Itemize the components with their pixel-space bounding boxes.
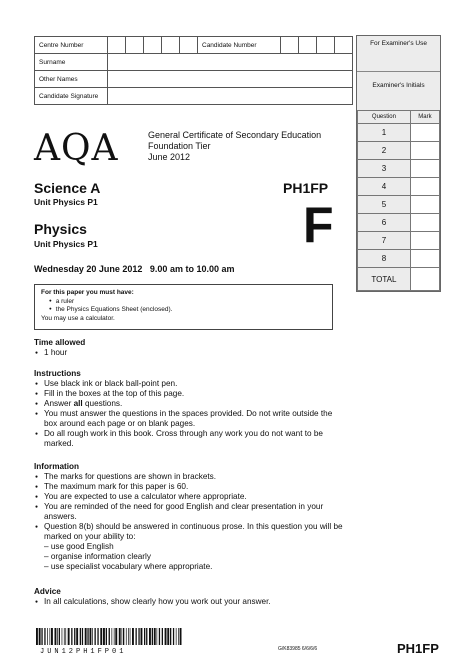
tier-letter: F [303,197,334,253]
surname-field[interactable] [108,54,353,71]
question-column-header: Question [358,111,411,124]
subject-title: Science A [34,180,101,196]
candidate-number-box[interactable] [317,37,335,54]
examiners-use-panel [356,35,441,292]
barcode-text: JUN12PH1FP01 [40,648,127,656]
information-item: ● You are reminded of the need for good English and clear presentation in your answers. [34,502,344,522]
mark-cell[interactable] [410,214,439,232]
subject-unit: Unit Physics P1 [34,197,98,207]
subject-unit-2: Unit Physics P1 [34,239,98,249]
question-number: 2 [358,142,411,160]
mark-column-header: Mark [410,111,439,124]
mark-cell[interactable] [410,232,439,250]
candidate-number-box[interactable] [335,37,353,54]
calculator-note: You may use a calculator. [41,314,115,322]
candidate-number-box[interactable] [281,37,299,54]
subject-title-2: Physics [34,221,87,237]
instruction-item: ● You must answer the questions in the spaces provided. Do not write outside the box around each page or on blank pages. [34,409,344,429]
centre-number-box[interactable] [180,37,198,54]
other-names-label: Other Names [35,71,108,88]
candidate-signature-label: Candidate Signature [35,88,108,105]
mark-cell[interactable] [410,142,439,160]
footer-paper-code: PH1FP [397,641,439,656]
question-number: 6 [358,214,411,232]
information-subitem: – use specialist vocabulary where appropriate. [44,562,213,571]
other-names-field[interactable] [108,71,353,88]
information-item: ● The maximum mark for this paper is 60. [34,482,344,492]
materials-box [34,284,333,330]
instruction-item: ● Fill in the boxes at the top of this page. [34,389,344,399]
instruction-text: Answer [44,399,74,408]
time-allowed-value: ● 1 hour [34,348,344,358]
certificate-line: General Certificate of Secondary Education [148,130,322,140]
candidate-details-table [34,36,353,105]
exam-date [34,264,234,274]
materials-item: ● the Physics Equations Sheet (enclosed). [49,306,326,315]
instructions-section [34,369,344,449]
question-number: 4 [358,178,411,196]
instruction-item: ● Do all rough work in this book. Cross through any work you do not want to be marked. [34,429,344,449]
centre-number-box[interactable] [108,37,126,54]
mark-cell[interactable] [410,250,439,268]
document-reference: G/K83985 6/6/6/6 [278,646,318,652]
materials-heading: For this paper you must have: [41,289,134,296]
materials-item: ● a ruler [49,298,326,307]
barcode [36,628,184,645]
advice-item: ● In all calculations, show clearly how you work out your answer. [34,597,344,607]
instruction-emphasis: all [73,399,83,408]
centre-number-box[interactable] [144,37,162,54]
mark-cell[interactable] [410,160,439,178]
materials-list [41,298,326,315]
time-allowed-section [34,338,344,358]
information-item: ● You are expected to use a calculator where appropriate. [34,492,344,502]
tier-line: Foundation Tier [148,141,211,151]
mark-cell[interactable] [410,196,439,214]
mark-cell[interactable] [410,178,439,196]
candidate-number-box[interactable] [299,37,317,54]
information-subitem: – use good English [44,542,114,551]
question-number: 3 [358,160,411,178]
logo-text: AQA [34,128,119,169]
centre-number-label: Centre Number [35,37,108,54]
total-cell[interactable] [410,268,439,291]
candidate-signature-field[interactable] [108,88,353,105]
instructions-heading: Instructions [34,369,81,378]
mark-cell[interactable] [410,124,439,142]
certificate-info [148,130,321,163]
instruction-text: questions. [82,399,123,408]
information-heading: Information [34,462,80,471]
information-item: ● Question 8(b) should be answered in continuous prose. In this question you will be marked on your ability to: [34,522,344,542]
information-section [34,462,344,572]
instruction-item [34,399,344,409]
advice-heading: Advice [34,587,61,596]
centre-number-box[interactable] [126,37,144,54]
examiners-initials-label: Examiner's Initials [372,82,425,89]
surname-label: Surname [35,54,108,71]
aqa-logo [34,128,119,169]
centre-number-box[interactable] [162,37,180,54]
information-subitem: – organise information clearly [44,552,151,561]
session-line: June 2012 [148,152,191,162]
exam-time: 9.00 am to 10.00 am [149,264,235,274]
candidate-number-label: Candidate Number [198,37,281,54]
marks-table [357,110,440,291]
total-label: TOTAL [358,268,411,291]
information-item: ● The marks for questions are shown in brackets. [34,472,344,482]
instruction-item: ● Use black ink or black ball-point pen. [34,379,344,389]
exam-day: Wednesday 20 June 2012 [34,264,143,274]
advice-section [34,587,344,607]
question-number: 8 [358,250,411,268]
question-number: 5 [358,196,411,214]
question-number: 1 [358,124,411,142]
question-number: 7 [358,232,411,250]
examiners-use-header: For Examiner's Use [357,36,440,72]
time-allowed-heading: Time allowed [34,338,86,347]
paper-code: PH1FP [283,180,329,196]
